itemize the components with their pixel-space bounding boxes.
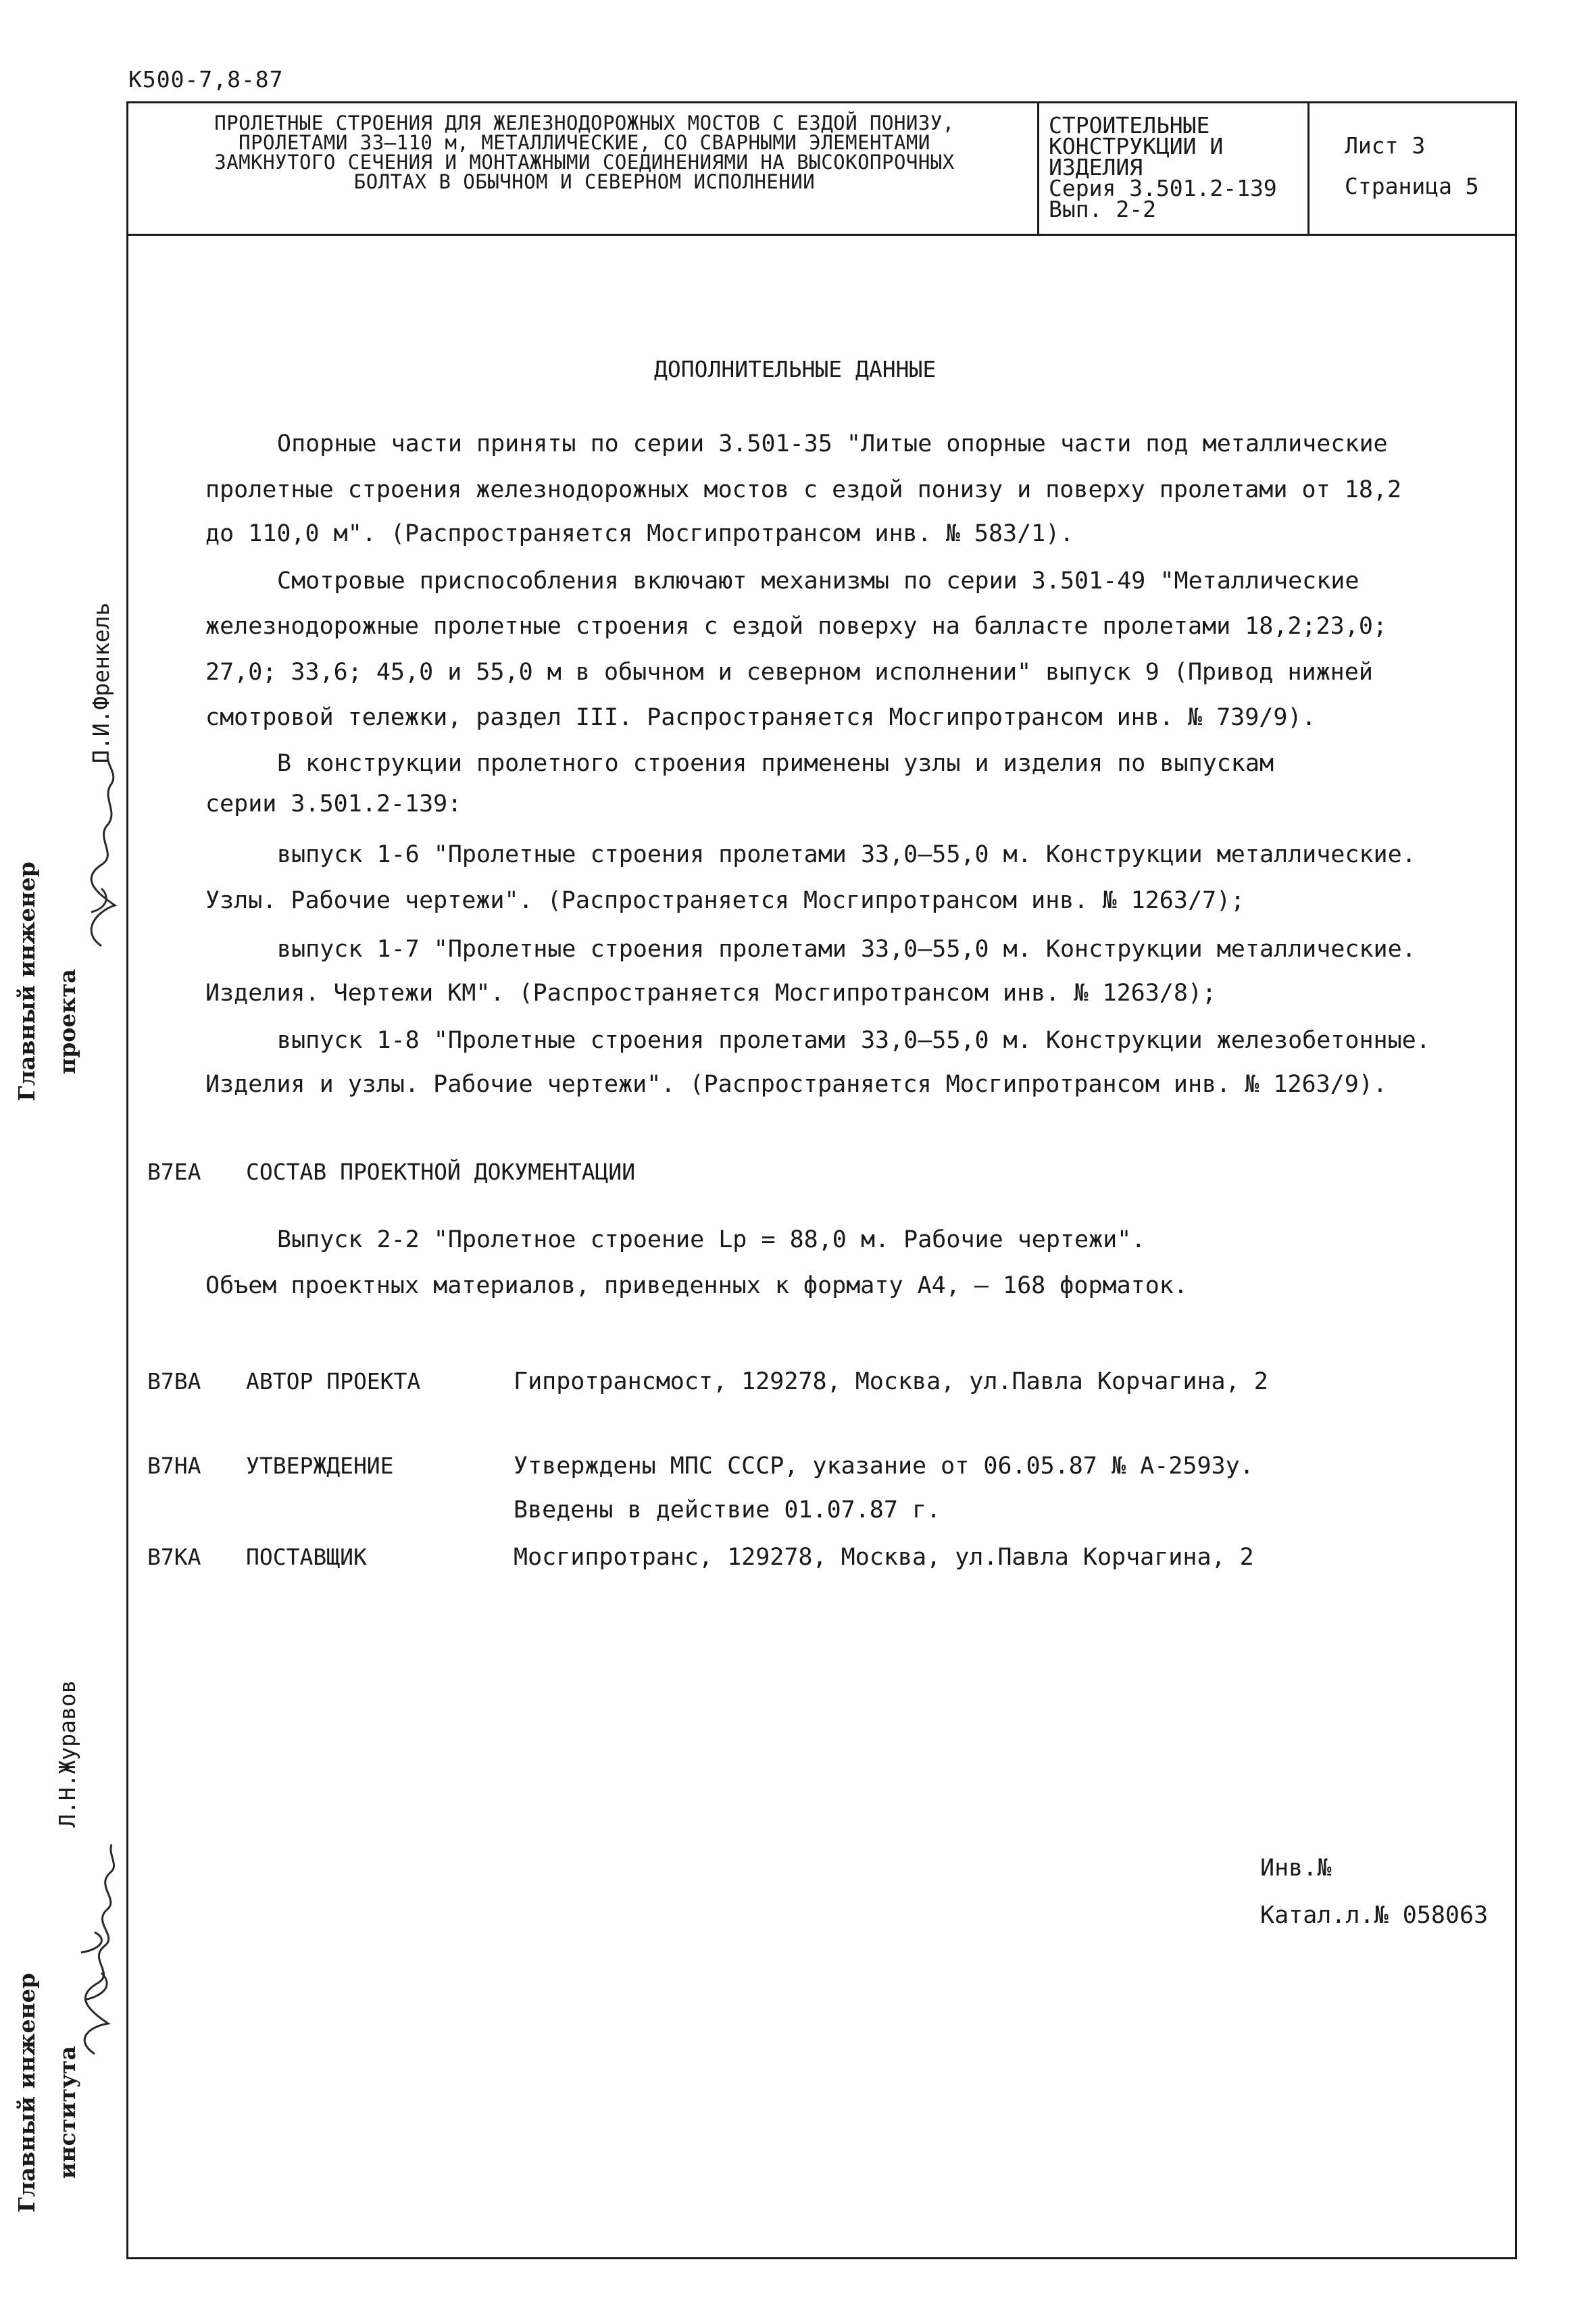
author-code: В7ВА <box>147 1368 201 1394</box>
sheet-number: Лист 3 <box>1345 132 1426 159</box>
paragraph-line: Изделия. Чертежи КМ". (Распространяется Мосгипротрансом инв. № 1263/8); <box>205 980 1217 1007</box>
inventory-number: Инв.№ <box>1260 1855 1332 1882</box>
paragraph-line: Опорные части приняты по серии 3.501-35 "Литые опорные части под металлические <box>277 430 1388 457</box>
approval-value: Утверждены МПС СССР, указание от 06.05.87 № А-2593у. <box>514 1453 1254 1480</box>
page-number: Страница 5 <box>1345 173 1479 199</box>
paragraph-line: выпуск 1-6 "Пролетные строения пролетами 33,0–55,0 м. Конструкции металлические. <box>277 841 1416 868</box>
catalog-number: Катал.л.№ 058063 <box>1260 1902 1489 1929</box>
title-line: ПРОЛЕТНЫЕ СТРОЕНИЯ ДЛЯ ЖЕЛЕЗНОДОРОЖНЫХ МОСТОВ С ЕЗДОЙ ПОНИЗУ, <box>214 111 955 134</box>
chief-institute-label-2: института <box>54 2045 80 2179</box>
paragraph-line: выпуск 1-7 "Пролетные строения пролетами 33,0–55,0 м. Конструкции металлические. <box>277 936 1416 963</box>
composition-label: СОСТАВ ПРОЕКТНОЙ ДОКУМЕНТАЦИИ <box>246 1159 636 1185</box>
supplier-code: В7КА <box>147 1544 201 1570</box>
paragraph-line: железнодорожные пролетные строения с ездой поверху на балласте пролетами 18,2;23,0; <box>205 613 1387 640</box>
chief-project-label: Главный инженер <box>14 861 40 1101</box>
paragraph-line: серии 3.501.2-139: <box>205 790 462 818</box>
paragraph-line: Узлы. Рабочие чертежи". (Распространяется Мосгипротрансом инв. № 1263/7); <box>205 887 1245 914</box>
section-title: ДОПОЛНИТЕЛЬНЫЕ ДАННЫЕ <box>654 356 937 382</box>
paragraph-line: Смотровые приспособления включают механизмы по серии 3.501-49 "Металлические <box>277 568 1360 595</box>
chief-project-signature <box>54 743 128 959</box>
approval-label: УТВЕРЖДЕНИЕ <box>246 1453 394 1479</box>
paragraph-line: смотровой тележки, раздел III. Распространяется Мосгипротрансом инв. № 739/9). <box>205 704 1316 731</box>
chief-institute-signature <box>54 1838 128 2061</box>
category-line: ИЗДЕЛИЯ <box>1049 154 1143 180</box>
paragraph-line: до 110,0 м". (Распространяется Мосгипротрансом инв. № 583/1). <box>205 520 1074 547</box>
category-line: СТРОИТЕЛЬНЫЕ <box>1049 112 1210 139</box>
supplier-value: Мосгипротранс, 129278, Москва, ул.Павла Корчагина, 2 <box>514 1544 1254 1571</box>
issue-number: Вып. 2-2 <box>1049 196 1156 222</box>
category-block <box>1049 112 1277 222</box>
title-line: ЗАМКНУТОГО СЕЧЕНИЯ И МОНТАЖНЫМИ СОЕДИНЕНИЯМИ НА ВЫСОКОПРОЧНЫХ <box>214 151 955 174</box>
chief-institute-label: Главный инженер <box>14 1973 40 2213</box>
paragraph-line: выпуск 1-8 "Пролетные строения пролетами 33,0–55,0 м. Конструкции железобетонные. <box>277 1027 1430 1054</box>
title-line: БОЛТАХ В ОБЫЧНОМ И СЕВЕРНОМ ИСПОЛНЕНИИ <box>353 170 816 193</box>
composition-line: Объем проектных материалов, приведенных к формату А4, – 168 форматок. <box>205 1272 1188 1299</box>
category-line: КОНСТРУКЦИИ И <box>1049 133 1224 159</box>
composition-line: Выпуск 2-2 "Пролетное строение Lp = 88,0 м. Рабочие чертежи". <box>277 1226 1146 1253</box>
document-title <box>135 111 1034 193</box>
approval-code: В7НА <box>147 1453 201 1479</box>
supplier-label: ПОСТАВЩИК <box>246 1544 367 1570</box>
series-number: Серия 3.501.2-139 <box>1049 175 1277 201</box>
paragraph-line: 27,0; 33,6; 45,0 и 55,0 м в обычном и северном исполнении" выпуск 9 (Привод нижней <box>205 659 1373 686</box>
title-line: ПРОЛЕТАМИ 33–110 м, МЕТАЛЛИЧЕСКИЕ, СО СВАРНЫМИ ЭЛЕМЕНТАМИ <box>239 131 930 154</box>
header-col-divider-2 <box>1307 101 1310 234</box>
chief-institute-name: Л.Н.Журавов <box>54 1680 80 1828</box>
author-label: АВТОР ПРОЕКТА <box>246 1368 421 1394</box>
chief-project-name: П.И.Френкель <box>88 602 114 763</box>
header-col-divider-1 <box>1037 101 1039 234</box>
paragraph-line: пролетные строения железнодорожных мостов с ездой понизу и поверху пролетами от 18,2 <box>205 476 1402 503</box>
paragraph-line: Изделия и узлы. Рабочие чертежи". (Распространяется Мосгипротрансом инв. № 1263/9). <box>205 1071 1387 1098</box>
approval-value: Введены в действие 01.07.87 г. <box>514 1496 941 1524</box>
header-divider <box>126 234 1517 236</box>
chief-project-label-2: проекта <box>54 969 80 1074</box>
document-code: К500-7,8-87 <box>128 66 284 93</box>
sheet-block <box>1345 126 1479 207</box>
composition-code: В7ЕА <box>147 1159 201 1185</box>
author-value: Гипротрансмост, 129278, Москва, ул.Павла Корчагина, 2 <box>514 1368 1268 1395</box>
paragraph-line: В конструкции пролетного строения применены узлы и изделия по выпускам <box>277 750 1274 777</box>
